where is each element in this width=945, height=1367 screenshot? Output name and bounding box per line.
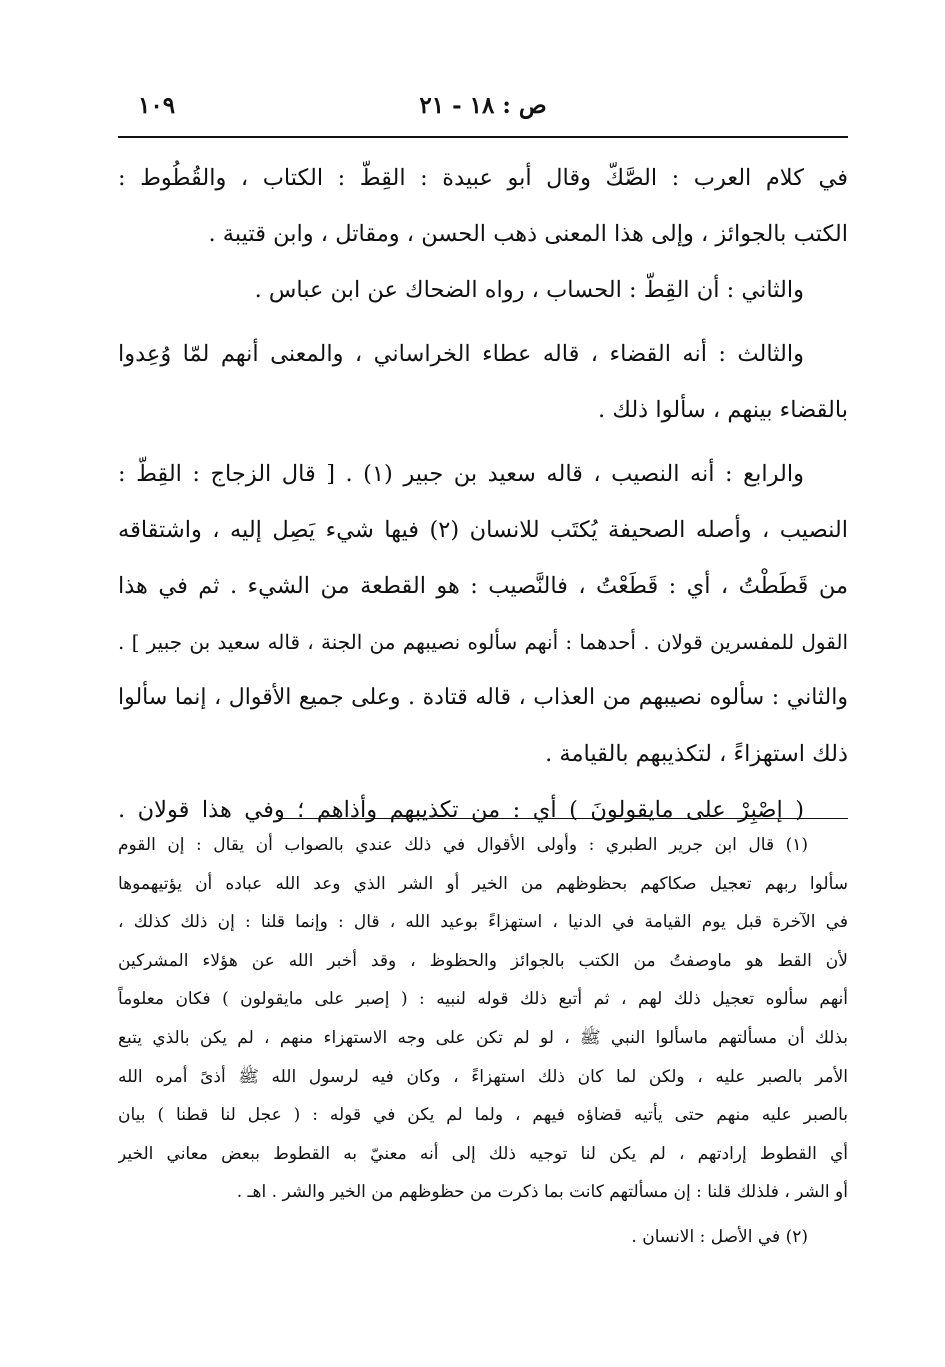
main-text bbox=[118, 150, 848, 838]
footnote-line: في الآخرة قبل يوم القيامة في الدنيا ، استهزاءً بوعيد الله ، قال : وإنما قلنا : إن ذلك كذلك ، bbox=[118, 912, 848, 933]
text-line: والرابع : أنه النصيب ، قاله سعيد بن جبير (١) . [ قال الزجاج : القِطّ : bbox=[118, 461, 804, 487]
footnotes bbox=[118, 826, 848, 1257]
footnote-rule bbox=[278, 818, 848, 819]
footnote-line: بالصبر عليه منهم حتى يأتيه قضاؤه فيهم ، ولما لم يكن في قوله : ( عجل لنا قطنا ) بيان bbox=[118, 1105, 848, 1126]
book-page bbox=[118, 0, 848, 1367]
page-number: ١٠٩ bbox=[138, 92, 176, 119]
text-line: والثاني : سألوه نصيبهم من العذاب ، قاله قتادة . وعلى جميع الأقوال ، إنما سألوا bbox=[118, 685, 848, 710]
text-line: ذلك استهزاءً ، لتكذيبهم بالقيامة . bbox=[545, 741, 848, 767]
footnote-line: لأن القط هو ماوصفتُ من الكتب بالجوائز والحظوظ ، وقد أخبر الله عن هؤلاء المشركين bbox=[118, 950, 848, 971]
text-line: من قَطَطْتُ ، أي : قَطَعْتُ ، فالنَّصيب : هو القطعة من الشيء . ثم في هذا bbox=[118, 573, 848, 599]
text-line: الكتب بالجوائز ، وإلى هذا المعنى ذهب الحسن ، ومقاتل ، وابن قتيبة . bbox=[208, 221, 848, 247]
text-line: النصيب ، وأصله الصحيفة يُكتَب للانسان (٢) فيها شيء يَصِل إليه ، واشتقاقه bbox=[118, 517, 848, 543]
text-line: والثاني : أن القِطّ : الحساب ، رواه الضحاك عن ابن عباس . bbox=[254, 277, 804, 303]
footnote-line: سألوا ربهم تعجيل صكاكهم بحظوظهم من الخير أو الشر الذي وعد الله عباده أن يؤتيهموها bbox=[118, 873, 848, 894]
footnote-line: بذلك أن مسألتهم ماسألوا النبي ﷺ ، لو لم تكن على وجه الاستهزاء منهم ، لم يكن بالذي يتبع bbox=[118, 1027, 848, 1048]
page-header bbox=[118, 92, 848, 132]
text-line: ( إصْبِرْ على مايقولونَ ) أي : من تكذيبهم وأذاهم ؛ وفي هذا قولان . bbox=[118, 797, 804, 823]
text-line: القول للمفسرين قولان . أحدهما : أنهم سألوه نصيبهم من الجنة ، قاله سعيد بن جبير ] . bbox=[118, 630, 848, 654]
text-line: في كلام العرب : الصَّكّ وقال أبو عبيدة : القِطّ : الكتاب ، والقُطُوط : bbox=[118, 165, 848, 191]
footnote-line: أنهم سألوه تعجيل ذلك لهم ، ثم أتبع ذلك قوله لنبيه : ( إصبر على مايقولون ) فكان معلوماً bbox=[118, 989, 848, 1010]
footnote-line: أو الشر ، فلذلك قلنا : إن مسألتهم كانت بما ذكرت من حظوظهم من الخير والشر . اهـ . bbox=[236, 1182, 848, 1203]
footnote-line: الأمر بالصبر عليه ، ولكن لما كان ذلك استهزاءً ، وكان فيه لرسول الله ﷺ أذىً أمره الله bbox=[118, 1066, 848, 1087]
header-rule bbox=[118, 136, 848, 138]
text-line: بالقضاء بينهم ، سألوا ذلك . bbox=[598, 397, 848, 423]
verse-reference: ص : ١٨ - ٢١ bbox=[419, 92, 547, 119]
footnote-line: أي القطوط إرادتهم ، لم يكن لنا توجيه ذلك إلى أنه معنيّ به القطوط ببعض معاني الخير bbox=[118, 1143, 848, 1164]
footnote-line: (١) قال ابن جرير الطبري : وأولى الأقوال في ذلك عندي بالصواب أن يقال : إن القوم bbox=[118, 835, 808, 855]
footnote-line: (٢) في الأصل : الانسان . bbox=[631, 1226, 808, 1247]
text-line: والثالث : أنه القضاء ، قاله عطاء الخراساني ، والمعنى أنهم لمّا وُعِدوا bbox=[118, 341, 804, 367]
